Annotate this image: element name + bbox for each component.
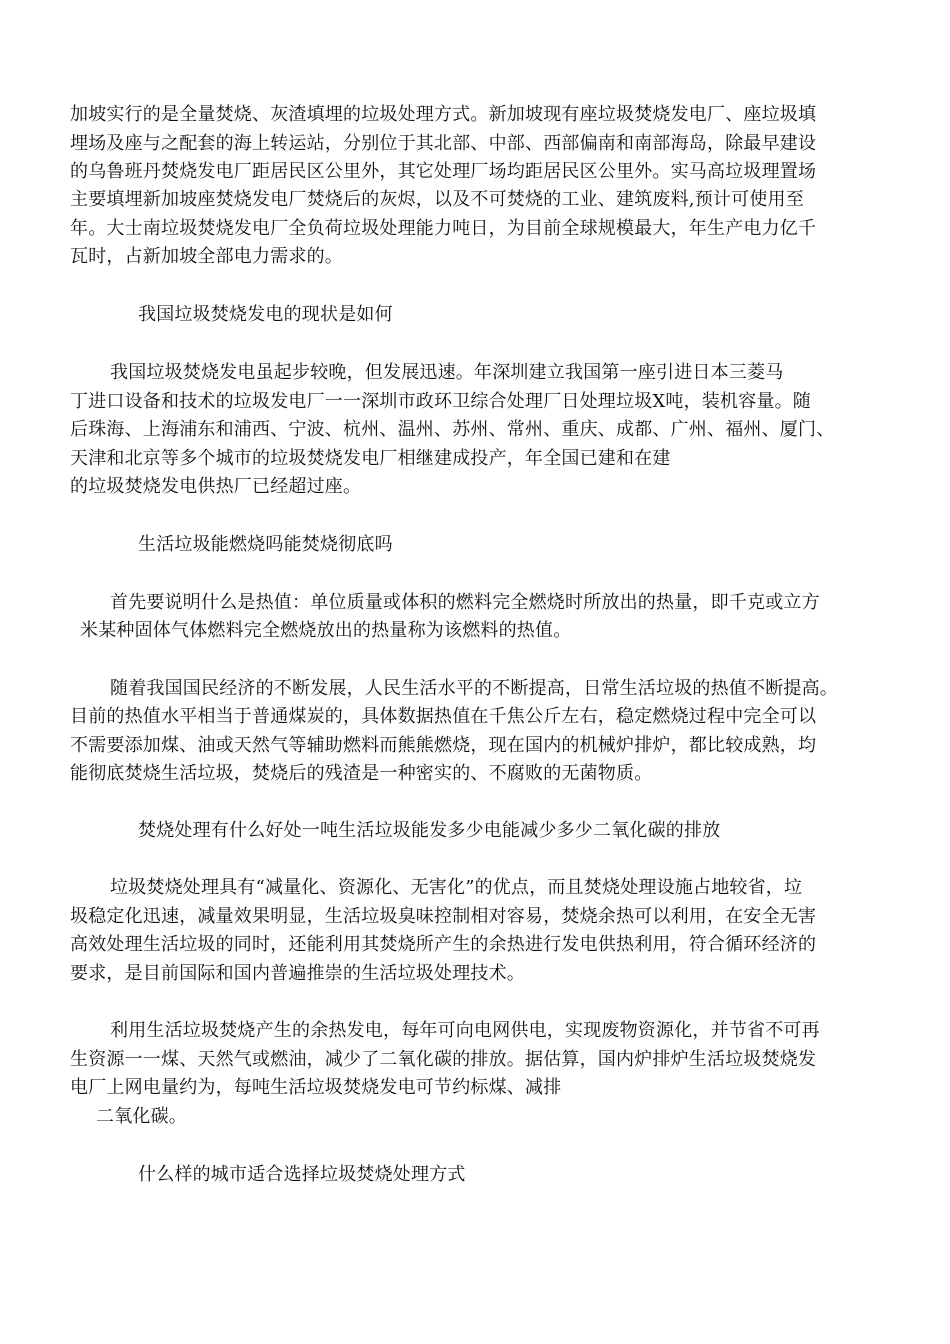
section1-line-1: 我国垃圾焚烧发电虽起步较晚，但发展迅速。年深圳建立我国第一座引进日本三菱马 — [110, 362, 784, 383]
section-heading-3: 焚烧处理有什么好处一吨生活垃圾能发多少电能减少多少二氧化碳的排放 — [138, 820, 721, 841]
section1-line-2: 丁进口设备和技术的垃圾发电厂一一深圳市政环卫综合处理厂日处理垃圾Ⅹ吨，装机容量。随 — [70, 391, 812, 412]
section3-para1-line-4: 要求，是目前国际和国内普遍推崇的生活垃圾处理技术。 — [70, 963, 525, 984]
section3-para2-line-3: 电厂上网电量约为，每吨生活垃圾焚烧发电可节约标煤、减排 — [70, 1077, 562, 1098]
intro-line-5: 年。大士南垃圾焚烧发电厂全负荷垃圾处理能力吨日，为目前全球规模最大，年生产电力亿千 — [70, 218, 817, 239]
section3-para1-line-2: 圾稳定化迅速，减量效果明显，生活垃圾臭味控制相对容易，焚烧余热可以利用，在安全无害 — [70, 906, 817, 927]
section-heading-2: 生活垃圾能燃烧吗能焚烧彻底吗 — [138, 534, 393, 555]
section3-para1-line-1: 垃圾焚烧处理具有“减量化、资源化、无害化”的优点，而且焚烧处理设施占地较省，垃 — [110, 877, 803, 898]
intro-line-3: 的乌鲁班丹焚烧发电厂距居民区公里外，其它处理厂场均距居民区公里外。实马高垃圾理置场 — [70, 161, 817, 182]
intro-line-4: 主要填埋新加坡座焚烧发电厂焚烧后的灰烬，以及不可焚烧的工业、建筑废料,预计可使用至 — [70, 189, 804, 210]
section3-para2-line-4: 二氧化碳。 — [96, 1106, 187, 1127]
section3-para2-line-2: 生资源一一煤、天然气或燃油，减少了二氧化碳的排放。据估算，国内炉排炉生活垃圾焚烧发 — [70, 1049, 817, 1070]
intro-line-1: 加坡实行的是全量焚烧、灰渣填埋的垃圾处理方式。新加坡现有座垃圾焚烧发电厂、座垃圾填 — [70, 104, 817, 125]
section-heading-1: 我国垃圾焚烧发电的现状是如何 — [138, 304, 393, 325]
section1-line-5: 的垃圾焚烧发电供热厂已经超过座。 — [70, 476, 362, 497]
intro-line-2: 埋场及座与之配套的海上转运站，分别位于其北部、中部、西部偏南和南部海岛，除最早建设 — [70, 133, 817, 154]
section1-line-4: 天津和北京等多个城市的垃圾焚烧发电厂相继建成投产，年全国已建和在建 — [70, 448, 671, 469]
section2-para2-line-4: 能彻底焚烧生活垃圾，焚烧后的残渣是一种密实的、不腐败的无菌物质。 — [70, 763, 653, 784]
section-heading-4: 什么样的城市适合选择垃圾焚烧处理方式 — [138, 1164, 466, 1185]
section3-para2-line-1: 利用生活垃圾焚烧产生的余热发电，每年可向电网供电，实现废物资源化，并节省不可再 — [110, 1020, 820, 1041]
section2-para2-line-2: 目前的热值水平相当于普通煤炭的，具体数据热值在千焦公斤左右，稳定燃烧过程中完全可以 — [70, 706, 817, 727]
section1-line-3: 后珠海、上海浦东和浦西、宁波、杭州、温州、苏州、常州、重庆、成都、广州、福州、厦门、 — [70, 419, 835, 440]
section2-para2-line-1: 随着我国国民经济的不断发展，人民生活水平的不断提高，日常生活垃圾的热值不断提高。 — [110, 678, 838, 699]
section2-para2-line-3: 不需要添加煤、油或天然气等辅助燃料而熊熊燃烧，现在国内的机械炉排炉，都比较成熟，均 — [70, 735, 817, 756]
section3-para1-line-3: 高效处理生活垃圾的同时，还能利用其焚烧所产生的余热进行发电供热利用，符合循环经济的 — [70, 934, 817, 955]
section2-para1-line-1: 首先要说明什么是热值：单位质量或体积的燃料完全燃烧时所放出的热量，即千克或立方 — [110, 592, 820, 613]
intro-line-6: 瓦时，占新加坡全部电力需求的。 — [70, 246, 343, 267]
section2-para1-line-2: 米某种固体气体燃料完全燃烧放出的热量称为该燃料的热值。 — [80, 620, 572, 641]
